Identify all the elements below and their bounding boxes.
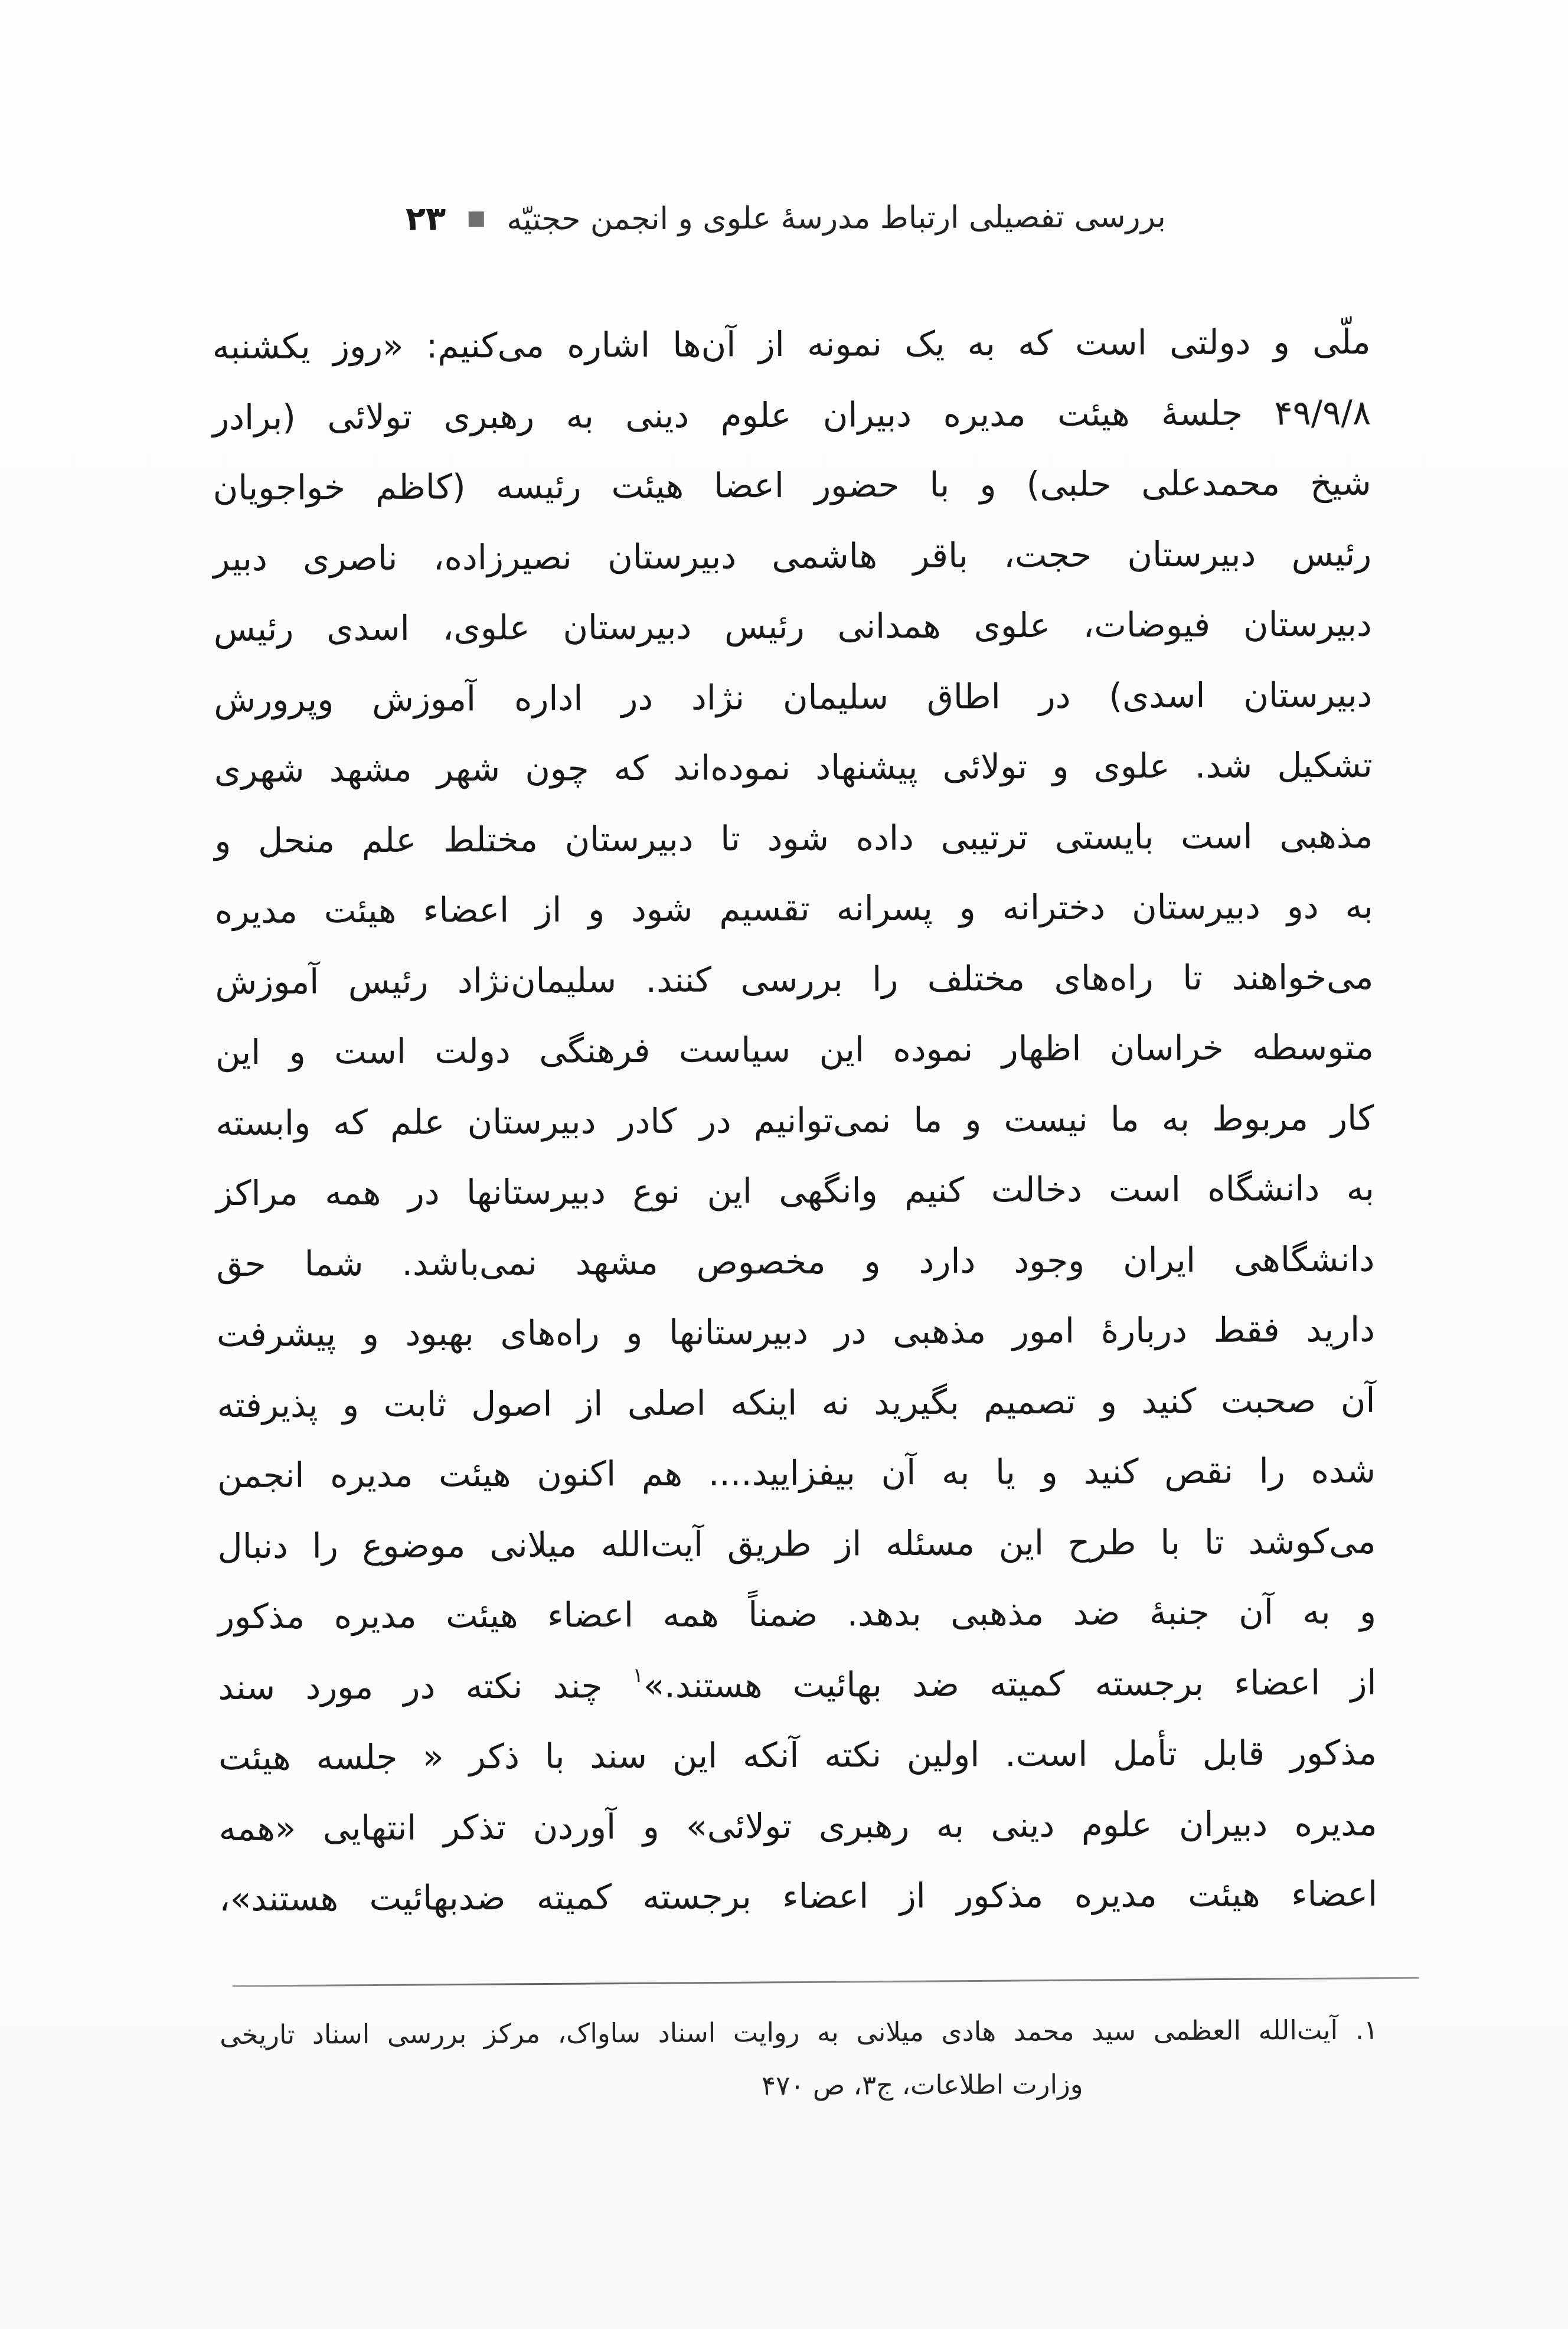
text-line: می‌خواهند تا راه‌های مختلف را بررسی کنند. سلیمان‌نژاد رئیس آموزش: [215, 956, 1374, 1002]
footnote-separator: [233, 1977, 1419, 1987]
text-line: دانشگاهی ایران وجود دارد و مخصوص مشهد نمی‌باشد. شما حق: [216, 1239, 1375, 1284]
text-line: به دانشگاه است دخالت کنیم وانگهی این نوع دبیرستانها در همه مراکز: [215, 1168, 1375, 1214]
text-line: اعضاء هیئت مدیره مذکور از اعضاء برجسته کمیته ضدبهائیت هستند»،: [218, 1873, 1378, 1919]
text-line: ۴۹/۹/۸ جلسهٔ هیئت مدیره دبیران علوم دینی به رهبری تولائی (برادر: [213, 392, 1371, 437]
footnote: [220, 2004, 1378, 2115]
text-line: مذهبی است بایستی ترتیبی داده شود تا دبیرستان مختلط علم منحل و: [214, 815, 1373, 861]
text-line: مذکور قابل تأمل است. اولین نکته آنکه این سند با ذکر « جلسه هیئت: [218, 1732, 1377, 1778]
body-text: [212, 307, 1377, 1935]
text-line: به دو دبیرستان دخترانه و پسرانه تقسیم شود و از اعضاء هیئت مدیره: [214, 886, 1373, 932]
text-line: و به آن جنبهٔ ضد مذهبی بدهد. ضمناً همه اعضاء هیئت مدیره مذکور: [217, 1591, 1377, 1637]
header-title: بررسی تفصیلی ارتباط مدرسهٔ علوی و انجمن حجتیّه: [507, 199, 1166, 238]
text-line: کار مربوط به ما نیست و ما نمی‌توانیم در کادر دبیرستان علم که وابسته: [215, 1097, 1374, 1143]
footnote-marker: ۱: [632, 1663, 643, 1687]
footnote-line: ۱. آیت‌الله العظمی سید محمد هادی میلانی به روایت اسناد ساواک، مرکز بررسی اسناد تاریخی: [220, 2014, 1378, 2051]
text-line: دارید فقط دربارهٔ امور مذهبی در دبیرستانها و راه‌های بهبود و پیشرفت: [216, 1309, 1376, 1355]
text-line: تشکیل شد. علوی و تولائی پیشنهاد نموده‌اند که چون شهر مشهد شهری: [214, 744, 1373, 791]
text-line: دبیرستان اسدی) در اطاق سلیمان نژاد در اداره آموزش وپرورش: [214, 674, 1373, 720]
text-line: از اعضاء برجسته کمیته ضد بهائیت هستند.»$^۱$ چند نکته در مورد سند: [218, 1662, 1377, 1707]
text-line: دبیرستان فیوضات، علوی همدانی رئیس دبیرستان علوی، اسدی رئیس: [213, 603, 1372, 649]
text-line: ملّی و دولتی است که به یک نمونه از آن‌ها اشاره می‌کنیم: «روز یکشنبه: [212, 321, 1371, 367]
text-line: شیخ محمدعلی حلبی) و با حضور اعضا هیئت رئیسه (کاظم خواجویان: [213, 462, 1371, 508]
square-bullet-icon: [469, 211, 484, 227]
text-line: متوسطه خراسان اظهار نموده این سیاست فرهنگی دولت است و این: [215, 1027, 1374, 1073]
text-line: می‌کوشد تا با طرح این مسئله از طریق آیت‌الله میلانی موضوع را دنبال: [217, 1521, 1376, 1566]
text-line: آن صحبت کنید و تصمیم بگیرید نه اینکه اصلی از اصول ثابت و پذیرفته: [217, 1380, 1376, 1425]
text-line: شده را نقص کنید و یا به آن بیفزایید.... هم اکنون هیئت مدیره انجمن: [217, 1450, 1376, 1496]
running-header: [406, 197, 1166, 239]
page-number: ۲۳: [405, 200, 446, 239]
text-line: مدیره دبیران علوم دینی به رهبری تولائی» و آوردن تذکر انتهایی «همه: [218, 1803, 1377, 1848]
footnote-line: وزارت اطلاعات، ج۳، ص ۴۷۰: [761, 2068, 1083, 2102]
text-line: رئیس دبیرستان حجت، باقر هاشمی دبیرستان نصیرزاده، ناصری دبیر: [213, 533, 1372, 579]
